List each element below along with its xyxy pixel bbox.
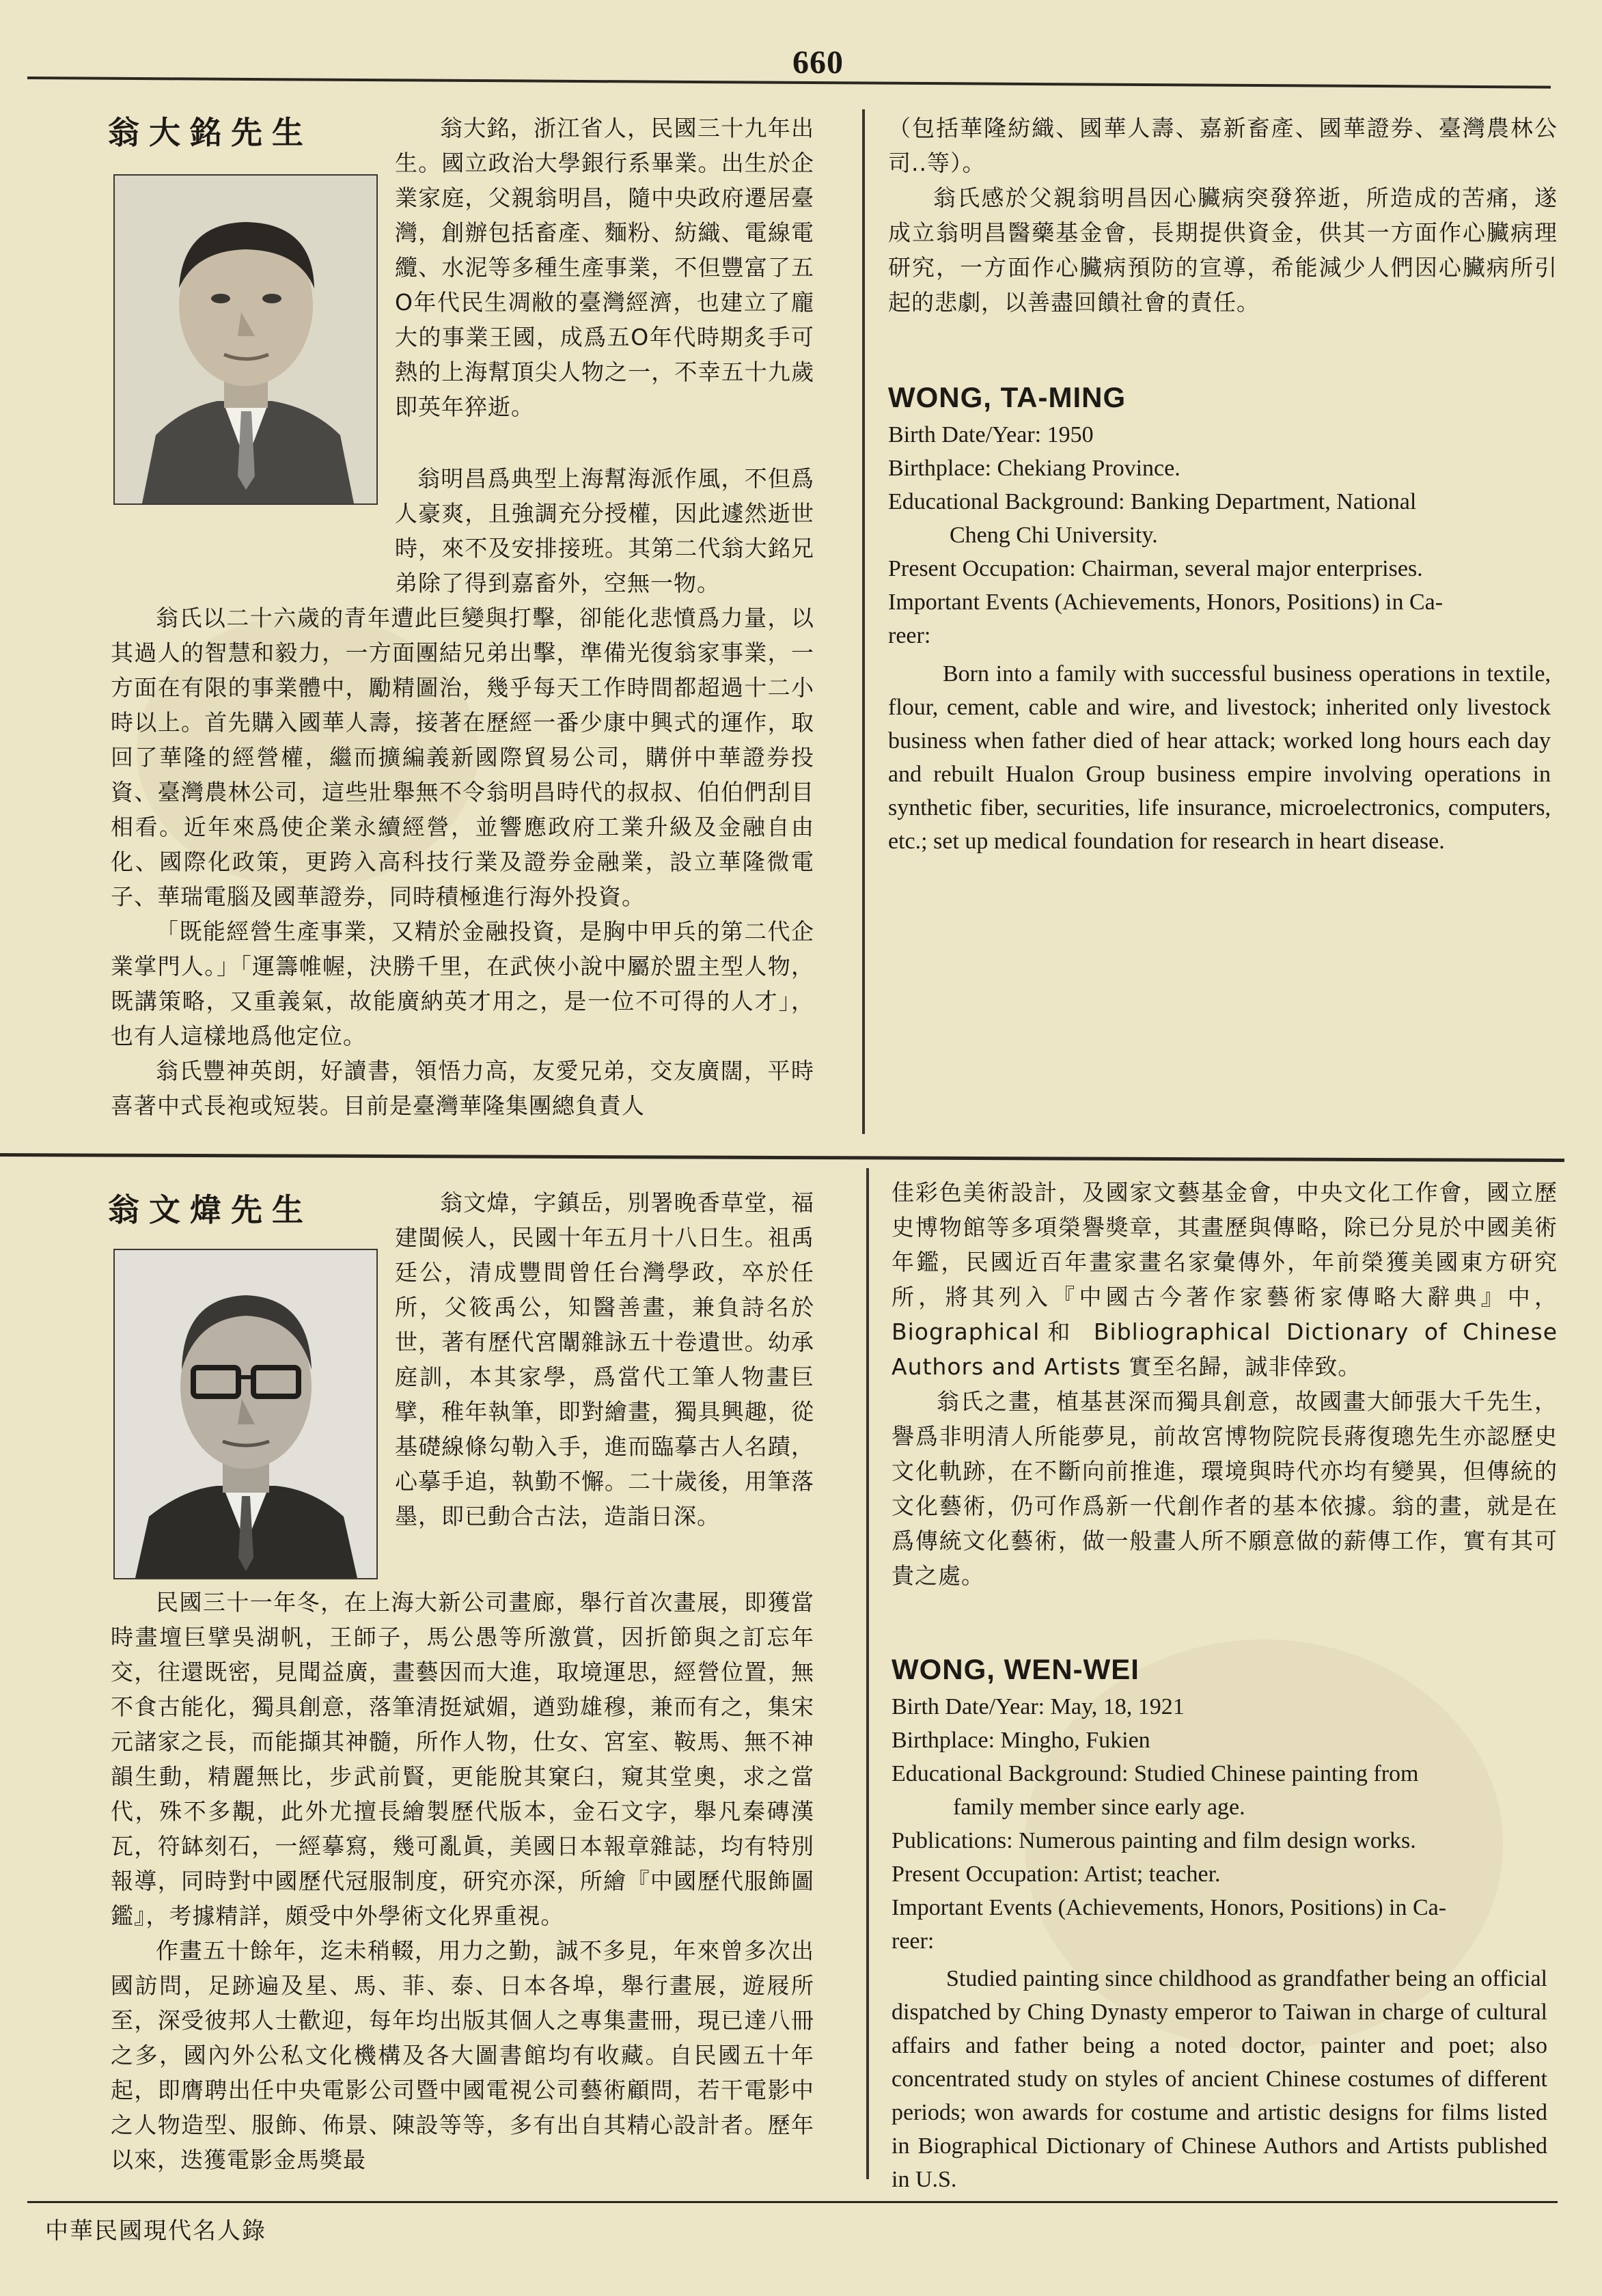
page-number: 660 [792,44,844,81]
entry1-zh-body [111,461,814,1123]
entry2-zh-continued [892,1175,1558,1593]
entry2-zh-paragraph: 翁文煒，字鎮岳，別署晚香草堂，福建閩候人，民國十年五月十八日生。祖禹廷公，清成豐間曾任台灣學政，卒於任所，父筱禹公，知醫善畫，兼負詩名於世，著有歷代宮闈雜詠五十卷遺世。幼承庭訓，本其家學，爲當代工筆人物畫巨擘，稚年執筆，即對繪畫，獨具興趣，從基礎線條勾勒入手，進而臨摹古人名蹟，心摹手追，執勤不懈。二十歲後，用筆落墨，即已動合古法，造詣日深。 [395,1189,814,1530]
book-footer-title: 中華民國現代名人錄 [45,2217,266,2245]
education-field-continued: Cheng Chi University. [950,523,1158,548]
education-field: Educational Background: Studied Chinese painting from [892,1761,1419,1786]
entry2-zh-paragraph: 翁氏之畫，植基甚深而獨具創意，故國畫大師張大千先生，譽爲非明清人所能夢見，前故宮博物院院長蔣復璁先生亦認歷史文化軌跡，在不斷向前推進，環境與時代亦均有變異，但傳統的文化藝術，仍可作爲新一代創作者的基本依據。翁的畫，就是在爲傳統文化藝術，做一般畫人所不願意做的薪傳工作，實有其可貴之處。 [892,1388,1558,1589]
education-field-continued: family member since early age. [953,1795,1245,1820]
portrait-man-suit-icon [115,176,376,503]
entry1-zh-paragraph: （包括華隆紡織、國華人壽、嘉新畜產、國華證券、臺灣農林公司..等）。 [888,115,1558,176]
birth-date-field: Birth Date/Year: 1950 [888,422,1094,447]
entry1-zh-intro [395,111,814,424]
entry1-zh-paragraph: 翁明昌爲典型上海幫海派作風，不但爲人豪爽，且強調充分授權，因此遽然逝世時，來不及安排接班。其第二代翁大銘兄弟除了得到嘉畜外，空無一物。 [395,465,814,596]
entry1-english-name: WONG, TA-MING [888,381,1127,413]
entry2-zh-intro [395,1185,814,1534]
entry1-heading: 翁大銘先生 [108,114,313,151]
section-divider [0,1153,1564,1162]
entry1-zh-paragraph: 翁氏感於父親翁明昌因心臟病突發猝逝，所造成的苦痛，遂成立翁明昌醫藥基金會，長期提供資金，供其一方面作心臟病理研究，一方面作心臟病預防的宣導，希能減少人們因心臟病所引起的悲劇，以善盡回饋社會的責任。 [888,184,1558,316]
entry1-english-body: Born into a family with successful business operations in textile, flour, cement, cable and wire, and livestock; inherited only livestock business when father died of hear attack; worked long hours each day and rebuilt Hualon Group business empire involving operations in synthetic fiber, securities, life insurance, microelectronics, computers, etc.; set up medical foundation for research in heart disease. [888,661,1551,854]
events-field-continued: reer: [888,623,931,648]
portrait-elder-glasses-icon [115,1250,376,1578]
entry2-heading: 翁文煒先生 [108,1191,313,1228]
birthplace-field: Birthplace: Mingho, Fukien [892,1728,1150,1753]
publications-field: Publications: Numerous painting and film design works. [892,1828,1416,1853]
occupation-field: Present Occupation: Chairman, several major enterprises. [888,556,1423,581]
entry1-zh-continued [888,111,1558,320]
events-field: Important Events (Achievements, Honors, Positions) in Ca- [892,1895,1447,1920]
portrait-photo [113,174,378,505]
entry2-english-body: Studied painting since childhood as grandfather being an official dispatched by Ching Dynasty emperor to Taiwan in charge of cultural affairs and father being a noted doctor, painter and poet; also concentrated study on styles of ancient Chinese costumes of different periods; won awards for costume and artistic designs for films listed in Biographical Dictionary of Chinese Authors and Artists published in U.S. [892,1966,1547,2192]
entry1-english-fields [888,418,1558,652]
education-field: Educational Background: Banking Department, National [888,489,1417,514]
events-field: Important Events (Achievements, Honors, Positions) in Ca- [888,590,1444,615]
entry1-zh-paragraph: 翁氏以二十六歲的青年遭此巨變與打擊，卻能化悲憤爲力量，以其過人的智慧和毅力，一方面團結兄弟出擊，準備光復翁家事業，一方面在有限的事業體中，勵精圖治，幾乎每天工作時間都超過十二小時以上。首先購入國華人壽，接著在歷經一番少康中興式的運作，取回了華隆的經營權，繼而擴編義新國際貿易公司，購併中華證券投資、臺灣農林公司，這些壯舉無不令翁明昌時代的叔叔、伯伯們刮目相看。近年來爲使企業永續經營，並響應政府工業升級及金融自由化、國際化政策，更跨入高科技行業及證券金融業，設立華隆微電子、華瑞電腦及國華證券，同時積極進行海外投資。 [111,605,814,910]
portrait-photo [113,1249,378,1579]
column-divider-bottom [866,1168,869,2179]
entry1-zh-paragraph: 「既能經營生產事業，又精於金融投資，是胸中甲兵的第二代企業掌門人。」「運籌帷幄，決勝千里，在武俠小說中屬於盟主型人物，既講策略，又重義氣，故能廣納英才用之，是一位不可得的人才」，也有人這樣地爲他定位。 [111,918,814,1049]
entry1-zh-paragraph: 翁大銘，浙江省人，民國三十九年出生。國立政治大學銀行系畢業。出生於企業家庭，父親翁明昌，隨中央政府遷居臺灣，創辦包括畜產、麵粉、紡織、電線電纜、水泥等多種生產事業，不但豐富了五O年代民生凋敝的臺灣經濟，也建立了龐大的事業王國，成爲五O年代時期炙手可熱的上海幫頂尖人物之一，不幸五十九歲即英年猝逝。 [395,115,814,420]
entry1-zh-paragraph: 翁氏豐神英朗，好讀書，領悟力高，友愛兄弟，交友廣闊，平時喜著中式長袍或短裝。目前是臺灣華隆集團總負責人 [111,1057,814,1119]
bottom-rule [27,2201,1558,2203]
occupation-field: Present Occupation: Artist; teacher. [892,1862,1221,1887]
entry2-zh-paragraph: 民國三十一年冬，在上海大新公司畫廊，舉行首次畫展，即獲當時畫壇巨擘吳湖帆，王師子，馬公愚等所激賞，因折節與之訂忘年交，往還既密，見聞益廣，畫藝因而大進，取境運思，經營位置，無不食古能化，獨具創意，落筆清挺斌媚，遒勁雄穆，兼而有之，集宋元諸家之長，而能擷其神髓，所作人物，仕女、宮室、鞍馬、無不神韻生動，精麗無比，步武前賢，更能脫其窠臼，窺其堂奧，求之當代，殊不多覯，此外尤擅長繪製歷代版本，金石文字，舉凡秦磚漢瓦，符缽刻石，一經摹寫，幾可亂眞，美國日本報章雜誌，均有特別報導，同時對中國歷代冠服制度，研究亦深，所繪『中國歷代服飾圖鑑』，考據精詳，頗受中外學術文化界重視。 [111,1589,814,1929]
entry2-zh-paragraph: 佳彩色美術設計，及國家文藝基金會，中央文化工作會，國立歷史博物館等多項榮譽獎章，其畫歷與傳略，除已分見於中國美術年鑑，民國近百年畫家畫名家彙傳外，年前榮獲美國東方研究所，將其列入『中國古今著作家藝術家傳略大辭典』中，Biographical和 Bibliographical Dictionary of Chinese Authors and Artists 實至名歸，誠非倖致。 [892,1179,1558,1380]
birth-date-field: Birth Date/Year: May, 18, 1921 [892,1694,1185,1719]
entry2-english-name: WONG, WEN-WEI [892,1653,1140,1685]
birthplace-field: Birthplace: Chekiang Province. [888,456,1180,481]
entry2-zh-body [111,1585,814,2177]
column-divider-top [862,109,865,1134]
events-field-continued: reer: [892,1928,935,1954]
entry2-zh-paragraph: 作畫五十餘年，迄未稍輟，用力之勤，誠不多見，年來曾多次出國訪問，足跡遍及星、馬、菲、泰、日本各埠，舉行畫展，遊屐所至，深受彼邦人士歡迎，每年均出版其個人之專集畫冊，現已達八冊之多，國內外公私文化機構及各大圖書館均有收藏。自民國五十年起，即膺聘出任中央電影公司暨中國電視公司藝術顧問，若干電影中之人物造型、服飾、佈景、陳設等等，多有出自其精心設計者。歷年以來，迭獲電影金馬獎最 [111,1937,814,2173]
entry2-english-fields [892,1690,1558,1958]
top-rule [27,77,1551,89]
